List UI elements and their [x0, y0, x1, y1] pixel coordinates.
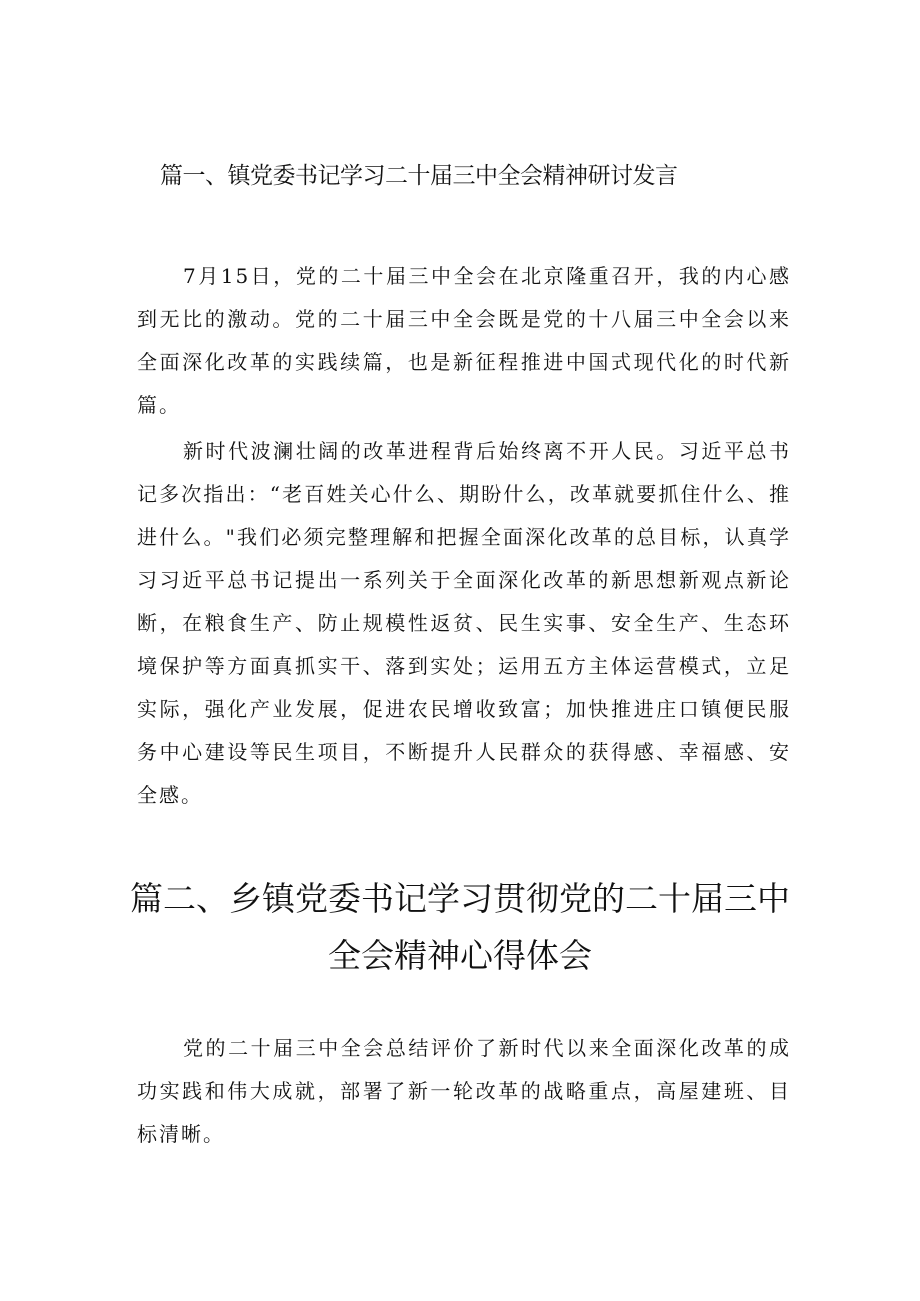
section1-title: 篇一、镇党委书记学习二十届三中全会精神研讨发言 — [160, 163, 678, 189]
section1-paragraph-2: 新时代波澜壮阔的改革进程背后始终离不开人民。习近平总书记多次指出：“老百姓关心什么、期盼什么，改革就要抓住什么、推进什么。"我们必须完整理解和把握全面深化改革的总目标，认真学习习近平总书记提出一系列关于全面深化改革的新思想新观点新论断，在粮食生产、防止规模性返贫、民生实事、安全生产、生态环境保护等方面真抓实干、落到实处；运用五方主体运营模式，立足实际，强化产业发展，促进农民增收致富；加快推进庄口镇便民服务中心建设等民生项目，不断提升人民群众的获得感、幸福感、安全感。 — [137, 439, 791, 807]
section1-paragraph-1: 7月15日，党的二十届三中全会在北京隆重召开，我的内心感到无比的激动。党的二十届三中全会既是党的十八届三中全会以来全面深化改革的实践续篇，也是新征程推进中国式现代化的时代新篇。 — [137, 264, 791, 417]
section2-title: 篇二、乡镇党委书记学习贯彻党的二十届三中全会精神心得体会 — [130, 879, 790, 975]
section2-paragraph-1: 党的二十届三中全会总结评价了新时代以来全面深化改革的成功实践和伟大成就，部署了新一轮改革的战略重点，高屋建班、目标清晰。 — [137, 1036, 791, 1146]
